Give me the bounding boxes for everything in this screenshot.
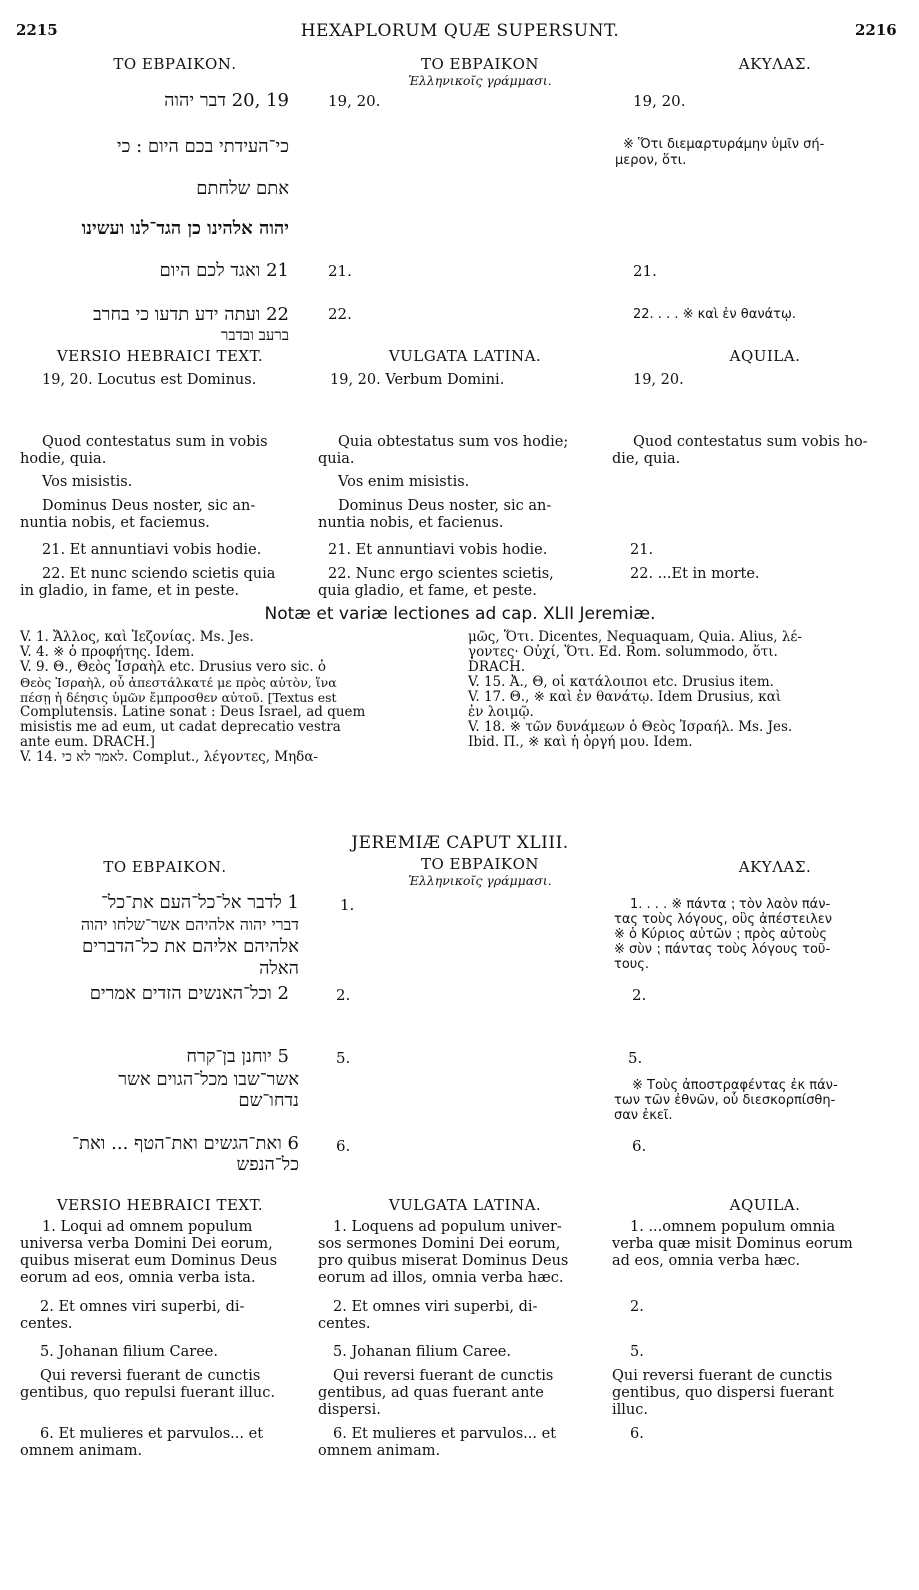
latin-line: centes. (318, 1316, 371, 1332)
latin-line: quia. (318, 451, 355, 467)
sec1-col3-heading: ΑΚΥΛΑΣ. (738, 55, 812, 73)
latin-line: 6. Et mulieres et parvulos... et (40, 1426, 264, 1442)
latin2-col3-heading: AQUILA. (729, 1196, 801, 1214)
hebrew-line: 1 לדבר אל־כל־העם את־כל־ (101, 892, 299, 913)
latin-line: 19, 20. (633, 372, 684, 388)
translit-verse: 1. (340, 896, 355, 914)
latin-line: 22. ...Et in morte. (630, 566, 760, 582)
hebrew-line: דברי יהוה אלהיהם אשר־שלחו יהוה (80, 915, 299, 934)
latin-line: eorum ad illos, omnia verba hæc. (318, 1270, 564, 1286)
aquila-line: ※ Ὅτι διεμαρτυράμην ὑμῖν σή- (623, 137, 825, 152)
latin-line: omnem animam. (20, 1443, 143, 1459)
aquila-line: τους. (614, 957, 650, 972)
note-line: V. 4. ※ ὁ προφήτης. Idem. (20, 644, 195, 660)
translit-verse: 21. (328, 262, 352, 280)
note-line: DRACH. (468, 659, 526, 675)
sec1-col1-heading: ΤΟ ΕΒΡΑΙΚΟΝ. (113, 55, 237, 73)
latin-line: 6. Et mulieres et parvulos... et (333, 1426, 557, 1442)
hebrew-line: 22 ועתה ידע תדעו כי בחרב (93, 304, 289, 325)
sec2-col1-heading: ΤΟ ΕΒΡΑΙΚΟΝ. (103, 858, 227, 876)
latin-line: 2. Et omnes viri superbi, di- (333, 1299, 538, 1315)
note-line: μῶς, Ὅτι. Dicentes, Nequaquam, Quia. Alius, λέ- (468, 629, 802, 645)
note-line: misistis me ad eum, ut cadat deprecatio vestra (20, 719, 341, 735)
aquila-line: ※ ὁ Κύριος αὐτῶν ⁏ πρὸς αὐτοὺς (614, 927, 828, 942)
sec2-col3-heading: ΑΚΥΛΑΣ. (738, 858, 812, 876)
note-line: ante eum. DRACH.] (20, 734, 155, 750)
aquila-line: σαν ἐκεῖ. (614, 1108, 673, 1123)
latin-line: 5. (630, 1344, 644, 1360)
sec2-col2-subheading: Ἑλληνικοῖς γράμμασι. (408, 873, 552, 888)
hebrew-line: יהוה אלהינו כן הגד־לנו ועשינו (81, 218, 289, 239)
hebrew-line: ברעב ובדבר (221, 326, 289, 344)
note-line: V. 14. לאמר לא כי. Complut., λέγοντες, Μηδα- (20, 749, 318, 765)
aquila-line: 5. (628, 1049, 643, 1067)
latin-line: Vos enim misistis. (338, 474, 470, 490)
latin-line: 5. Johanan filium Caree. (333, 1344, 511, 1360)
running-title: HEXAPLORUM QUÆ SUPERSUNT. (300, 21, 620, 41)
hebrew-line: האלה (259, 958, 299, 979)
latin-line: Qui reversi fuerant de cunctis (612, 1368, 833, 1384)
latin-line: Quod contestatus sum in vobis (42, 434, 268, 450)
latin-line: 6. (630, 1426, 644, 1442)
translit-verse: 22. (328, 305, 352, 323)
aquila-line: 6. (632, 1137, 647, 1155)
hebrew-line: 5 יוחנן בן־קרח (186, 1046, 289, 1067)
sec1-col2-subheading: Ἑλληνικοῖς γράμμασι. (408, 73, 552, 88)
notes-left-column (20, 630, 450, 765)
aquila-line: 2. (632, 986, 647, 1004)
latin-line: Vos misistis. (42, 474, 133, 490)
note-line: πέσῃ ἡ δέησις ὑμῶν ἔμπροσθεν αὐτοῦ. [Textus est (20, 690, 337, 705)
aquila-line: ※ σὺν ⁏ πάντας τοὺς λόγους τοῦ- (614, 942, 831, 957)
latin-line: die, quia. (612, 451, 681, 467)
latin-line: universa verba Domini Dei eorum, (20, 1236, 273, 1252)
latin-line: nuntia nobis, et faciemus. (20, 515, 210, 531)
latin-line: 1. Loquens ad populum univer- (333, 1219, 562, 1235)
latin-line: verba quæ misit Dominus eorum (612, 1236, 853, 1252)
latin1-col2-heading: VULGATA LATINA. (388, 347, 542, 365)
latin-line: 21. Et annuntiavi vobis hodie. (328, 542, 548, 558)
hebrew-line: כי־העידתי בכם היום : כי (116, 136, 289, 157)
latin-line: 1. ...omnem populum omnia (630, 1219, 836, 1235)
latin-line: dispersi. (318, 1402, 381, 1418)
latin-line: Qui reversi fuerant de cunctis (333, 1368, 554, 1384)
note-line: V. 1. Ἄλλος, καὶ Ἰεζονίας. Ms. Jes. (20, 629, 254, 645)
latin-line: ad eos, omnia verba hæc. (612, 1253, 801, 1269)
latin-line: quia gladio, et fame, et peste. (318, 583, 537, 599)
aquila-line: μερον, ὅτι. (615, 153, 687, 168)
sec1-col2-heading: ΤΟ ΕΒΡΑΙΚΟΝ (420, 55, 540, 73)
latin-line: Quia obtestatus sum vos hodie; (338, 434, 569, 450)
latin-line: gentibus, quo dispersi fuerant (612, 1385, 834, 1401)
latin-line: Dominus Deus noster, sic an- (338, 498, 552, 514)
note-line: ἐν λοιμῷ. (468, 704, 534, 720)
hebrew-line: נדחו־שם (238, 1090, 299, 1111)
latin-line: illuc. (612, 1402, 648, 1418)
aquila-line: 19, 20. (633, 92, 686, 110)
latin-line: 2. (630, 1299, 644, 1315)
latin-line: gentibus, ad quas fuerant ante (318, 1385, 544, 1401)
hebrew-line: 6 ואת־הגשים ואת־הטף ... ואת־ (72, 1133, 299, 1154)
latin-line: Qui reversi fuerant de cunctis (40, 1368, 261, 1384)
chapter-title: JEREMIÆ CAPUT XLIII. (351, 833, 569, 853)
latin-line: 22. Et nunc sciendo scietis quia (42, 566, 276, 582)
aquila-line: 1. . . . ※ πάντα ⁏ τὸν λαὸν πάν- (630, 897, 831, 912)
latin-line: 1. Loqui ad omnem populum (42, 1219, 253, 1235)
latin-line: eorum ad eos, omnia verba ista. (20, 1270, 256, 1286)
translit-verse: 19, 20. (328, 92, 381, 110)
translit-verse: 6. (336, 1137, 351, 1155)
note-line: Complutensis. Latine sonat : Deus Israel, ad quem (20, 704, 366, 720)
note-line: Ibid. Π., ※ καὶ ἡ ὀργή μου. Idem. (468, 734, 693, 750)
latin-line: 19, 20. Locutus est Dominus. (42, 372, 257, 388)
hebrew-line: אלהיהם אליהם את כל־הדברים (82, 936, 299, 957)
latin1-col3-heading: AQUILA. (729, 347, 801, 365)
aquila-line: ※ Τοὺς ἀποστραφέντας ἐκ πάν- (632, 1078, 838, 1093)
latin-line: nuntia nobis, et facienus. (318, 515, 504, 531)
latin-line: 2. Et omnes viri superbi, di- (40, 1299, 245, 1315)
aquila-line: τας τοὺς λόγους, οὓς ἀπέστειλεν (614, 912, 833, 927)
hebrew-line: 19 ,20 דבר יהוה (164, 90, 289, 111)
note-line: V. 17. Θ., ※ καὶ ἐν θανάτῳ. Idem Drusius, καὶ (468, 689, 782, 705)
hebrew-line: אתם שלחתם (196, 178, 289, 199)
page-number-left: 2215 (16, 21, 58, 39)
latin-line: centes. (20, 1316, 73, 1332)
latin-line: pro quibus miserat Dominus Deus (318, 1253, 569, 1269)
latin-line: hodie, quia. (20, 451, 107, 467)
latin-line: Quod contestatus sum vobis ho- (633, 434, 868, 450)
aquila-line: 22. . . . ※ καὶ ἐν θανάτῳ. (633, 307, 797, 322)
latin-line: quibus miserat eum Dominus Deus (20, 1253, 278, 1269)
latin-line: in gladio, in fame, et in peste. (20, 583, 240, 599)
translit-verse: 5. (336, 1049, 351, 1067)
hebrew-line: 21 ואגד לכם היום (159, 260, 289, 281)
aquila-line: 21. (633, 262, 657, 280)
latin-line: sos sermones Domini Dei eorum, (318, 1236, 561, 1252)
note-line: V. 15. Ἀ., Θ, οἱ κατάλοιποι etc. Drusius item. (468, 674, 774, 690)
aquila-line: των τῶν ἐθνῶν, οὗ διεσκορπίσθη- (614, 1093, 836, 1108)
latin2-col1-heading: VERSIO HEBRAICI TEXT. (56, 1196, 264, 1214)
notes-right-column (468, 630, 898, 750)
hebrew-line: 2 וכל־האנשים הזדים אמרים (89, 983, 289, 1004)
hebrew-line: אשר־שבו מכל־הגוים אשר (118, 1069, 299, 1090)
note-line: V. 9. Θ., Θεὸς Ἰσραὴλ etc. Drusius vero sic. ὁ (20, 659, 327, 675)
notes-title: Notæ et variæ lectiones ad cap. XLII Jeremiæ. (264, 604, 656, 624)
latin-line: gentibus, quo repulsi fuerant illuc. (20, 1385, 275, 1401)
note-line: γοντες· Οὐχί, Ὅτι. Ed. Rom. solummodo, ὅτι. (468, 644, 778, 660)
hebrew-line: כל־הנפש (236, 1154, 299, 1175)
latin-line: omnem animam. (318, 1443, 441, 1459)
page-number-right: 2216 (855, 21, 897, 39)
latin-line: 5. Johanan filium Caree. (40, 1344, 218, 1360)
latin-line: Dominus Deus noster, sic an- (42, 498, 256, 514)
latin-line: 21. (630, 542, 654, 558)
latin-line: 22. Nunc ergo scientes scietis, (328, 566, 554, 582)
sec2-col2-heading: ΤΟ ΕΒΡΑΙΚΟΝ (420, 855, 540, 873)
latin2-col2-heading: VULGATA LATINA. (388, 1196, 542, 1214)
latin1-col1-heading: VERSIO HEBRAICI TEXT. (56, 347, 264, 365)
note-line: Θεὸς Ἰσραὴλ, οὗ ἀπεστάλκατέ με πρὸς αὐτὸν, ἵνα (20, 675, 337, 690)
latin-line: 21. Et annuntiavi vobis hodie. (42, 542, 262, 558)
latin-line: 19, 20. Verbum Domini. (330, 372, 505, 388)
note-line: V. 18. ※ τῶν δυνάμεων ὁ Θεὸς Ἰσραήλ. Ms. Jes. (468, 719, 793, 735)
translit-verse: 2. (336, 986, 351, 1004)
